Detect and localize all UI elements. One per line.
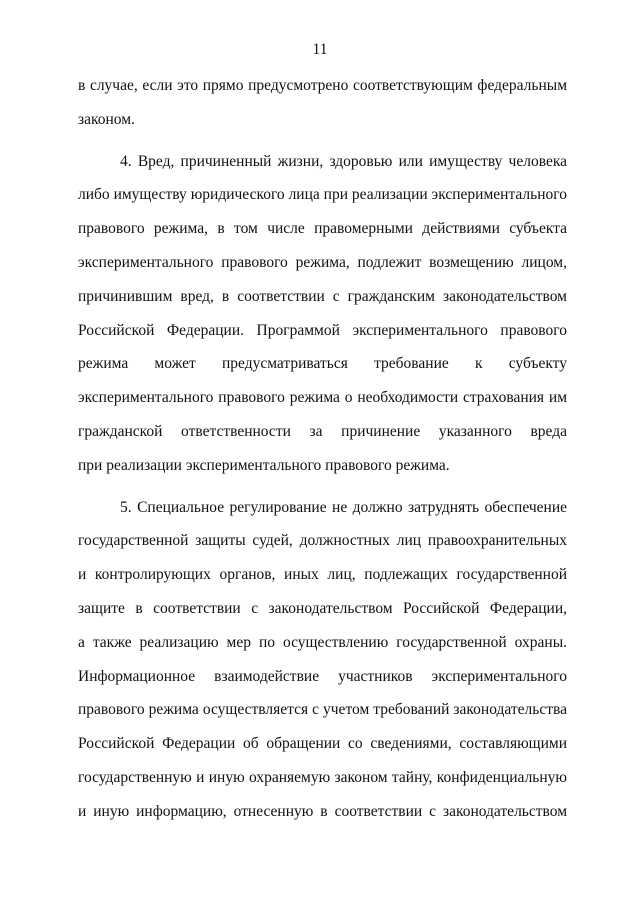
- text-line: причинившим вред, в соответствии с гражданским законодательством: [78, 287, 567, 305]
- text-line: и контролирующих органов, иных лиц, подлежащих государственной: [78, 566, 567, 584]
- paragraph-point-5: [78, 498, 567, 836]
- body-text: [78, 76, 567, 836]
- text-line: государственной защиты судей, должностных лиц правоохранительных: [78, 532, 567, 550]
- text-line: гражданской ответственности за причинение указанного вреда: [78, 422, 567, 440]
- paragraph-continuation: [78, 76, 567, 144]
- text-line: экспериментального правового режима о необходимости страхования им: [78, 389, 567, 407]
- text-line: правового режима осуществляется с учетом требований законодательства: [78, 701, 567, 719]
- text-line: экспериментального правового режима, подлежит возмещению лицом,: [78, 253, 567, 271]
- text-line: а также реализацию мер по осуществлению государственной охраны.: [78, 633, 567, 651]
- text-line: и иную информацию, отнесенную в соответствии с законодательством: [78, 802, 567, 820]
- paragraph-point-4: [78, 152, 567, 490]
- text-line: либо имуществу юридического лица при реализации экспериментального: [78, 186, 567, 204]
- page-number: 11: [312, 41, 328, 58]
- text-line: Российской Федерации об обращении со сведениями, составляющими: [78, 735, 567, 753]
- text-line: при реализации экспериментального правового режима.: [78, 456, 450, 474]
- text-line: Информационное взаимодействие участников экспериментального: [78, 667, 567, 685]
- text-line: режима может предусматриваться требование к субъекту: [78, 355, 567, 373]
- text-line: защите в соответствии с законодательством Российской Федерации,: [78, 599, 567, 617]
- text-line: законом.: [78, 110, 135, 128]
- text-line: правового режима, в том числе правомерными действиями субъекта: [78, 220, 567, 238]
- text-line: 5. Специальное регулирование не должно затруднять обеспечение: [120, 498, 567, 516]
- text-line: Российской Федерации. Программой экспериментального правового: [78, 321, 567, 339]
- text-line: 4. Вред, причиненный жизни, здоровью или имуществу человека: [120, 152, 567, 170]
- text-line: в случае, если это прямо предусмотрено соответствующим федеральным: [78, 77, 567, 94]
- text-line: государственную и иную охраняемую законом тайну, конфиденциальную: [78, 768, 567, 786]
